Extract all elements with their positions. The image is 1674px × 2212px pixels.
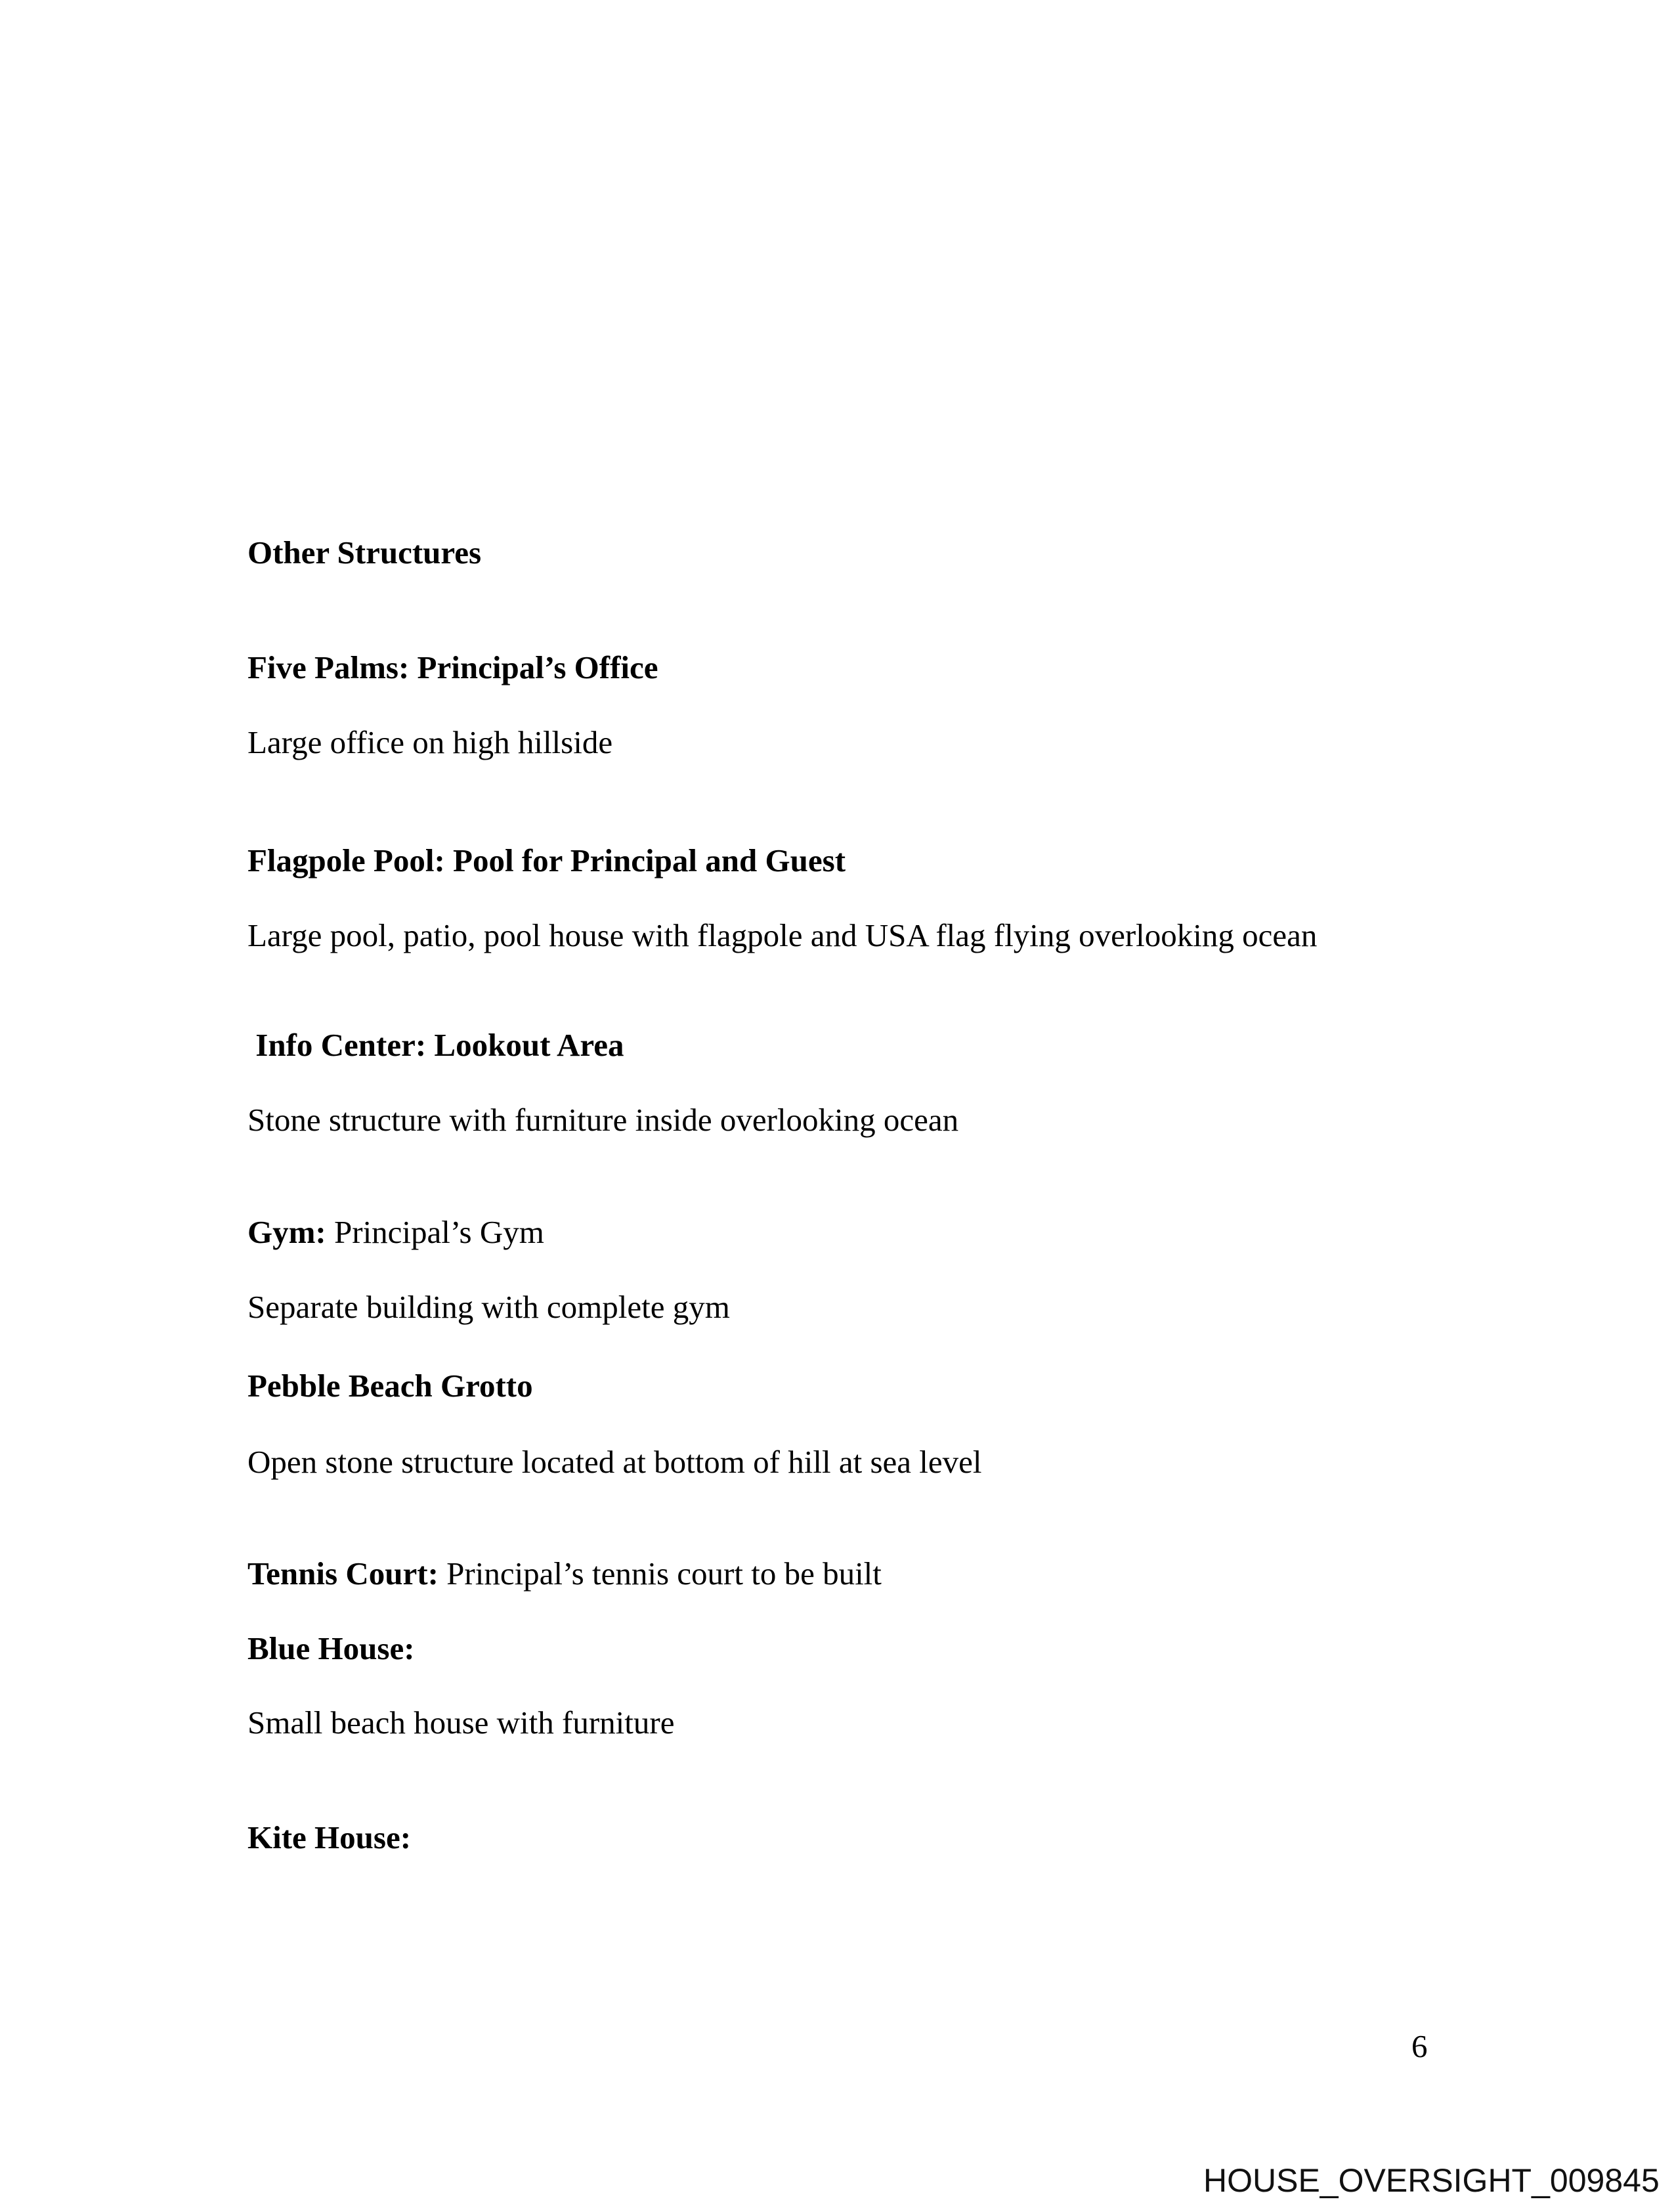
heading-tennis-court-prefix: Tennis Court:: [247, 1555, 439, 1592]
heading-flagpole-pool: [247, 844, 846, 877]
description-pebble-beach-grotto: Open stone structure located at bottom of hill at sea level: [247, 1444, 982, 1480]
description-flagpole-pool: Large pool, patio, pool house with flagpole and USA flag flying overlooking ocean: [247, 917, 1318, 953]
description-five-palms: Large office on high hillside: [247, 724, 613, 760]
heading-tennis-court-rest: Principal’s tennis court to be built: [438, 1555, 882, 1592]
heading-blue-house: [247, 1632, 415, 1664]
heading-gym-prefix: Gym:: [247, 1214, 326, 1250]
heading-tennis-court: [247, 1557, 882, 1590]
document-title-text: Other Structures: [247, 534, 482, 571]
heading-kite-house-text: Kite House:: [247, 1819, 412, 1855]
heading-five-palms: [247, 651, 658, 683]
heading-kite-house: [247, 1821, 411, 1854]
page-number: 6: [1411, 2028, 1428, 2064]
description-blue-house: Small beach house with furniture: [247, 1704, 675, 1741]
bates-stamp: HOUSE_OVERSIGHT_009845: [1203, 2162, 1660, 2199]
heading-pebble-beach-grotto-text: Pebble Beach Grotto: [247, 1368, 533, 1404]
heading-gym-rest: Principal’s Gym: [326, 1214, 544, 1250]
heading-info-center-text: Info Center: Lookout Area: [247, 1027, 624, 1063]
heading-pebble-beach-grotto: [247, 1370, 533, 1402]
heading-five-palms-text: Five Palms: Principal’s Office: [247, 649, 658, 685]
description-info-center: Stone structure with furniture inside overlooking ocean: [247, 1102, 959, 1138]
heading-blue-house-text: Blue House:: [247, 1630, 415, 1666]
description-gym: Separate building with complete gym: [247, 1289, 730, 1325]
heading-info-center: [247, 1029, 624, 1061]
heading-flagpole-pool-text: Flagpole Pool: Pool for Principal and Guest: [247, 842, 846, 878]
heading-gym: [247, 1216, 544, 1248]
document-title: [247, 536, 481, 569]
